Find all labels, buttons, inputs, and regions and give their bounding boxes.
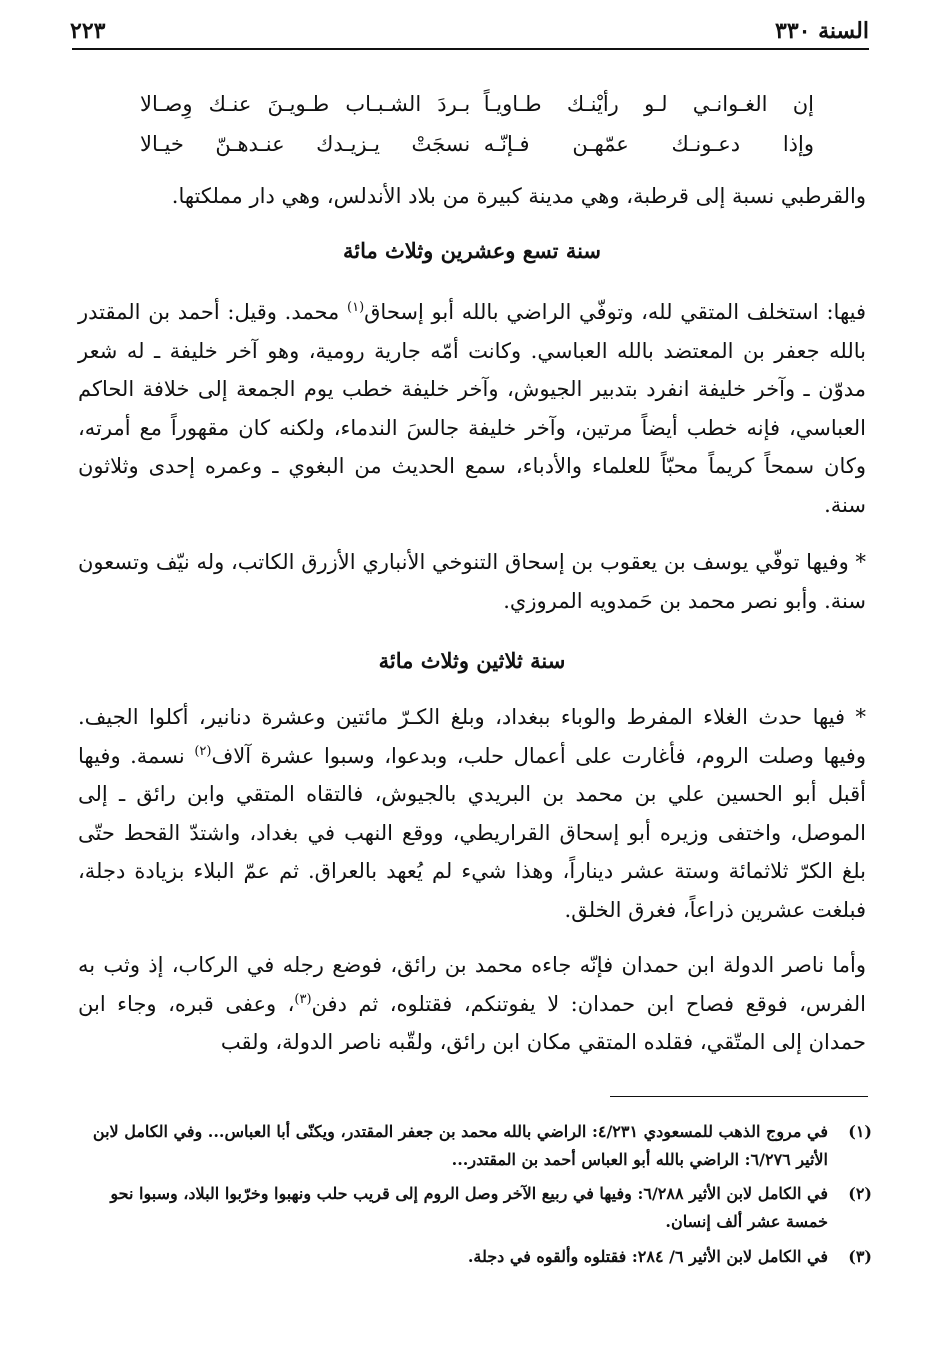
header-rule	[72, 48, 869, 50]
page-number: ٢٢٣	[70, 18, 106, 44]
section-heading: سنة ثلاثين وثلاث مائة	[378, 648, 566, 673]
footnote-number: (١)	[848, 1122, 872, 1141]
text-run: ، وعفى قبره، وجاء ابن حمدان إلى المتّقي، فقلده المتقي مكان ابن رائق، ولقّبه ناصر الدولة، ولقب	[78, 991, 866, 1055]
footnote-text: في مروج الذهب للمسعودي ٤/٢٣١: الراضي بالله محمد بن جعفر المقتدر، ويكنّى أبا العباس... وفي الكامل لابن الأثير ٦/٢٧٦: الراضي بالله أبو العباس أحمد بن المقتدر...	[92, 1122, 828, 1169]
verse-first-hemistich: إن الغـوانـي لـو رأيْنـك طـاويـاً	[483, 92, 814, 116]
section1-paragraph-2: * وفيها توفّي يوسف بن يعقوب بن إسحاق التنوخي الأنباري الأزرق الكاتب، وله نيّف وتسعون سنة. وأبو نصر محمد بن حَمدويه المروزي.	[78, 550, 866, 613]
footnote-text: في الكامل لابن الأثير ٦/٢٨٨: وفيها في ربيع الآخر وصل الروم إلى قريب حلب ونهبوا وخرّبوا البلاد، وسبوا نحو خمسة عشر ألف إنسان.	[110, 1184, 828, 1231]
footnote-number: (٢)	[848, 1184, 872, 1203]
footnote-number: (٣)	[848, 1247, 872, 1266]
intro-paragraph: والقرطبي نسبة إلى قرطبة، وهي مدينة كبيرة من بلاد الأندلس، وهي دار مملكتها.	[171, 184, 866, 208]
page-header	[70, 14, 869, 48]
poem-verse	[140, 124, 814, 164]
verse-first-hemistich: وإذا دعـونـك عمّهـن فـإنّـه	[483, 132, 814, 156]
text-run: * فيها حدث الغلاء المفرط والوباء ببغداد، وبلغ الكـرّ مائتين وعشرة دنانير، أكلوا الجيف. وفيها وصلت الروم، فأغارت على أعمال حلب، وبدعوا، وسبوا عشرة آلاف	[78, 705, 866, 768]
footnote-ref-3[interactable]: (٣)	[294, 991, 312, 1007]
section2-paragraph-2	[78, 946, 866, 1062]
footnote-1	[78, 1118, 872, 1174]
section2-paragraph-1	[78, 698, 866, 930]
text-run: نسمة. وفيها أقبل أبو الحسين علي بن محمد بن البريدي بالجيوش، فالتقاه المتقي وابن رائق ـ إلى الموصل، واختفى وزيره أبو إسحاق القراريطي، ووقع النهب في بغداد، واشتدّ القحط حتّى بلغ الكرّ ثلاثمائة وستة عشر ديناراً، وهذا شيء لم يُعهد بالعراق. ثم عمّ البلاء بزيادة دجلة، فبلغت عشرين ذراعاً، فغرق الخلق.	[78, 743, 866, 922]
running-head: السنة ٣٣٠	[775, 18, 869, 44]
footnote-ref-2[interactable]: (٢)	[194, 743, 212, 759]
footnote-2	[78, 1180, 872, 1236]
footnote-separator	[610, 1096, 868, 1097]
poem-verse	[140, 84, 814, 124]
footnote-text: في الكامل لابن الأثير ٦/ ٢٨٤: فقتلوه وألقوه في دجلة.	[467, 1247, 828, 1266]
text-run: فيها: استخلف المتقي لله، وتوفّي الراضي بالله أبو إسحاق	[364, 300, 867, 324]
verse-second-hemistich: نسجَتْ يـزيـدك عنـدهـنّ خيـالا	[140, 132, 471, 156]
text-run: وأما ناصر الدولة ابن حمدان فإنّه جاءه محمد بن رائق، فوضع رجله في الركاب، إذ وثب به الفرس، فوقع فصاح ابن حمدان: لا يفوتنكم، فقتلوه، ثم دفن	[78, 953, 866, 1016]
verse-second-hemistich: بـردَ الشـبـاب طـويـنَ عنـك وِصـالا	[140, 92, 471, 116]
text-run: محمد. وقيل: أحمد بن المقتدر بالله جعفر بن المعتضد بالله العباسي. وكانت أمّه جارية رومية، وهو آخر خليفة ـ له شعر مدوّن ـ وآخر خليفة انفرد بتدبير الجيوش، وآخر خليفة خطب يوم الجمعة إلى خلافة الحاكم العباسي، فإنه خطب أيضاً مرتين، وآخر خليفة جالسَ الندماء، ولكنه كان مقهوراً مع أمرته، وكان سمحاً كريماً محبّاً للعلماء والأدباء، سمع الحديث من البغوي ـ وعمره إحدى وثلاثون سنة.	[78, 300, 866, 517]
footnote-ref-1[interactable]: (١)	[347, 300, 365, 315]
footnote-3	[78, 1243, 872, 1271]
section-heading: سنة تسع وعشرين وثلاث مائة	[342, 238, 602, 263]
section1-paragraph-1	[78, 293, 866, 525]
